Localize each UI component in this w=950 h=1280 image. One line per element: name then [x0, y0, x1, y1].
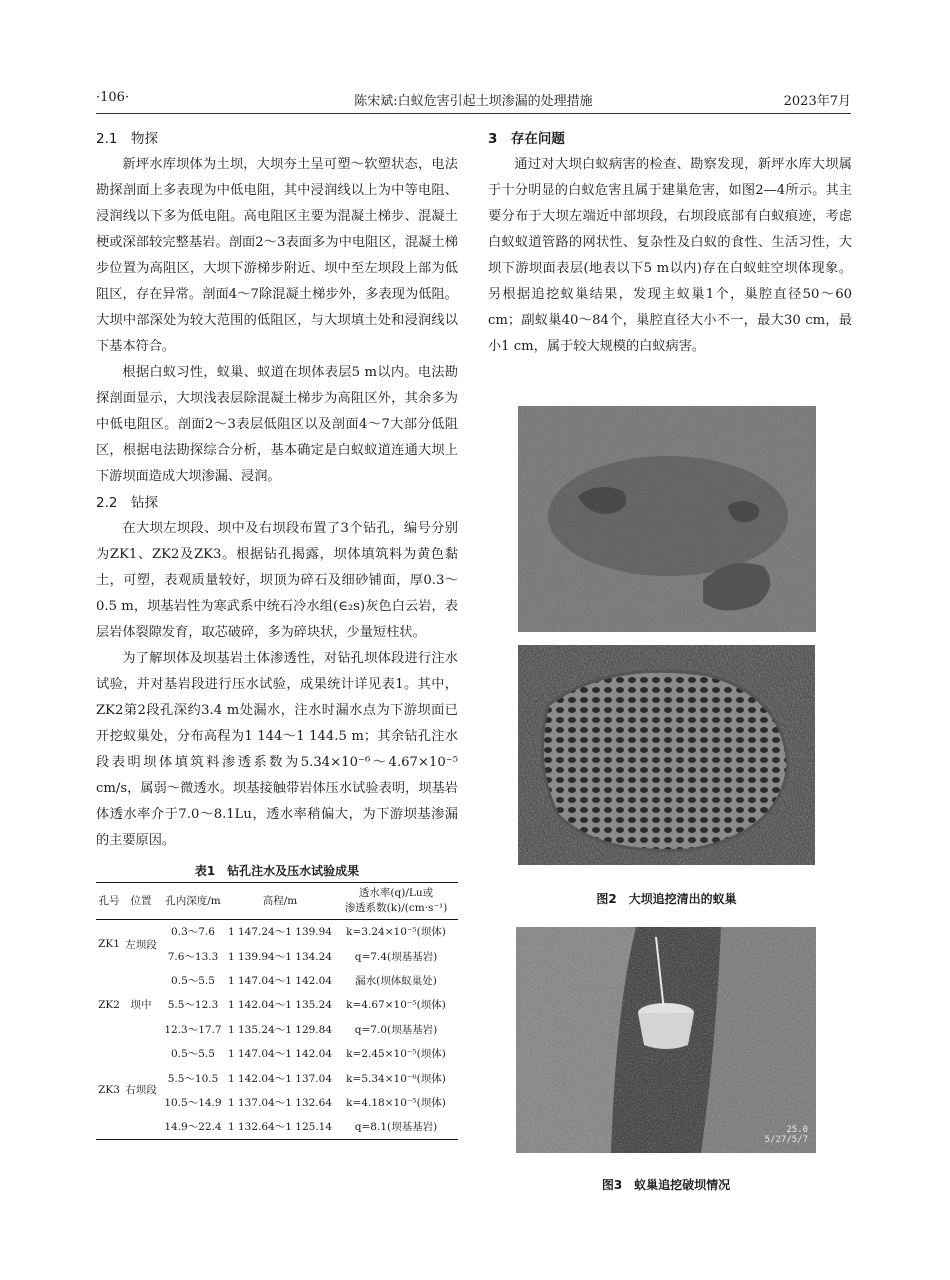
- depth-cell: 5.5～12.3: [167, 999, 219, 1012]
- value-cell: k=4.18×10⁻⁵(坝体): [346, 1096, 446, 1109]
- elevation-cell: 1 147.24～1 139.94: [227, 926, 332, 939]
- photo-timestamp-line1: 25.0: [786, 1125, 808, 1135]
- photo-timestamp-line2: 5/27/5/7: [764, 1135, 808, 1145]
- elevation-cell: 1 147.04～1 142.04: [227, 974, 332, 987]
- page-header: [96, 88, 851, 114]
- photo-timestamp: [765, 1125, 808, 1145]
- section-2-1-heading: 2.1 物探: [96, 131, 158, 147]
- col-position: 位置: [122, 883, 160, 920]
- elevation-cell: 1 132.64～1 125.14: [227, 1121, 332, 1134]
- col-depth: 孔内深度/m: [160, 883, 226, 920]
- section-3-heading: 3 存在问题: [488, 131, 565, 147]
- paragraph-geophysics-2: 根据白蚁习性，蚁巢、蚁道在坝体表层5 m以内。电法勘探剖面显示，大坝浅表层除混凝土梯步为高阻区外，其余多为中低电阻区。剖面2～3表层低阻区以及剖面4～7大部分低阻区，根据电法勘探综合分析，基本确定是白蚁蚁道连通大坝上下游坝面造成大坝渗漏、浸润。: [96, 365, 458, 484]
- value-cell: q=7.0(坝基基岩): [354, 1023, 438, 1036]
- col-permeability: [334, 883, 458, 920]
- col-hole: 孔号: [96, 883, 122, 920]
- table-row: [96, 968, 458, 992]
- col-permeability-line2: 渗透系数(k)/(cm·s⁻¹): [344, 902, 448, 914]
- table-row: [96, 1041, 458, 1065]
- hole-cell: ZK3: [98, 1083, 120, 1096]
- photo-termite-nest: [518, 645, 815, 865]
- photo-dam-surface-image: [518, 406, 816, 632]
- depth-cell: 10.5～14.9: [164, 1096, 222, 1109]
- issue-date: 2023年7月: [783, 94, 851, 109]
- elevation-cell: 1 147.04～1 142.04: [227, 1048, 332, 1061]
- elevation-cell: 1 135.24～1 129.84: [227, 1023, 332, 1036]
- depth-cell: 0.5～5.5: [171, 974, 215, 987]
- running-title: 陈宋斌:白蚁危害引起土坝渗漏的处理措施: [354, 94, 593, 109]
- figure-2-caption: 图2 大坝追挖清出的蚁巢: [596, 892, 737, 906]
- paragraph-problems: 通过对大坝白蚁病害的检查、勘察发现，新坪水库大坝属于十分明显的白蚁危害且属于建巢危害，如图2—4所示。其主要分布于大坝左端近中部坝段，右坝段底部有白蚁痕迹，考虑白蚁蚁道管路的网状性、复杂性及白蚁的食性、生活习性，大坝下游坝面表层(地表以下5 m以内)存在白蚁蛀空坝体现象。另根据追挖蚁巢结果，发现主蚁巢1个，巢腔直径50～60 cm；副蚁巢40～84个，巢腔直径大小不一，最大30 cm，最小1 cm，属于较大规模的白蚁病害。: [488, 157, 852, 354]
- table-1-title: 表1 钻孔注水及压水试验成果: [194, 864, 360, 878]
- value-cell: q=8.1(坝基基岩): [354, 1121, 438, 1134]
- value-cell: k=2.45×10⁻⁵(坝体): [346, 1048, 446, 1061]
- col-permeability-line1: 透水率(q)/Lu或: [358, 887, 434, 899]
- elevation-cell: 1 142.04～1 137.04: [227, 1072, 332, 1085]
- elevation-cell: 1 142.04～1 135.24: [227, 999, 332, 1012]
- hole-cell: ZK2: [98, 998, 120, 1011]
- depth-cell: 12.3～17.7: [164, 1023, 222, 1036]
- position-cell: 右坝段: [125, 1084, 157, 1097]
- value-cell: 漏水(坝体蚁巢处): [355, 974, 437, 987]
- table-header-row: [96, 883, 458, 920]
- col-elevation: 高程/m: [226, 883, 334, 920]
- depth-cell: 0.3～7.6: [171, 926, 215, 939]
- table-1: [96, 882, 458, 1140]
- photo-dam-excavation-image: [516, 927, 816, 1153]
- photo-dam-surface: [518, 406, 816, 632]
- value-cell: k=4.67×10⁻⁵(坝体): [346, 999, 446, 1012]
- right-column: [488, 126, 852, 360]
- value-cell: k=3.24×10⁻⁵(坝体): [346, 926, 446, 939]
- page-number: ·106·: [96, 90, 130, 105]
- paragraph-geophysics-1: 新坪水库坝体为土坝，大坝夯土呈可塑～软塑状态，电法勘探剖面上多表现为中低电阻，其中浸润线以上为中等电阻、浸润线以下多为低电阻。高电阻区主要为混凝土梯步、混凝土梗或深部较完整基岩。剖面2～3表面多为中电阻区，混凝土梯步位置为高阻区，大坝下游梯步附近、坝中至左坝段上部为低阻区，存在异常。剖面4～7除混凝土梯步外，多表现为低阻。大坝中部深处为较大范围的低阻区，与大坝填土处和浸润线以下基本符合。: [96, 157, 458, 354]
- hole-cell: ZK1: [98, 938, 120, 951]
- depth-cell: 14.9～22.4: [164, 1121, 222, 1134]
- section-2-2-heading: 2.2 钻探: [96, 495, 158, 511]
- left-column: [96, 126, 458, 1140]
- depth-cell: 5.5～10.5: [167, 1072, 219, 1085]
- position-cell: 坝中: [130, 999, 152, 1012]
- photo-termite-nest-image: [518, 645, 815, 865]
- elevation-cell: 1 139.94～1 134.24: [227, 950, 332, 963]
- table-row: [96, 920, 458, 944]
- paragraph-drilling-2: 为了解坝体及坝基岩土体渗透性，对钻孔坝体段进行注水试验，并对基岩段进行压水试验，成果统计详见表1。其中，ZK2第2段孔深约3.4 m处漏水，注水时漏水点为下游坝面已开挖蚁巢处，分布高程为1 144～1 144.5 m；其余钻孔注水段表明坝体填筑料渗透系数为5.34×10⁻⁶～4.67×10⁻⁵ cm/s，属弱～微透水。坝基接触带岩体压水试验表明，坝基岩体透水率介于7.0～8.1Lu，透水率稍偏大，为下游坝基渗漏的主要原因。: [96, 651, 458, 848]
- depth-cell: 0.5～5.5: [171, 1048, 215, 1061]
- value-cell: q=7.4(坝基基岩): [354, 950, 438, 963]
- elevation-cell: 1 137.04～1 132.64: [227, 1096, 332, 1109]
- value-cell: k=5.34×10⁻⁶(坝体): [346, 1072, 446, 1085]
- depth-cell: 7.6～13.3: [167, 950, 219, 963]
- photo-dam-excavation: [516, 927, 816, 1153]
- figure-3-caption: 图3 蚁巢追挖破坝情况: [601, 1178, 731, 1192]
- paragraph-drilling-1: 在大坝左坝段、坝中及右坝段布置了3个钻孔，编号分别为ZK1、ZK2及ZK3。根据钻孔揭露，坝体填筑料为黄色黏土，可塑，表观质量较好，坝顶为碎石及细砂铺面，厚0.3～0.5 m，坝基岩性为寒武系中统石冷水组(∈₂s)灰色白云岩，表层岩体裂隙发育，取芯破碎，多为碎块状，少量短柱状。: [96, 521, 458, 640]
- position-cell: 左坝段: [125, 938, 157, 951]
